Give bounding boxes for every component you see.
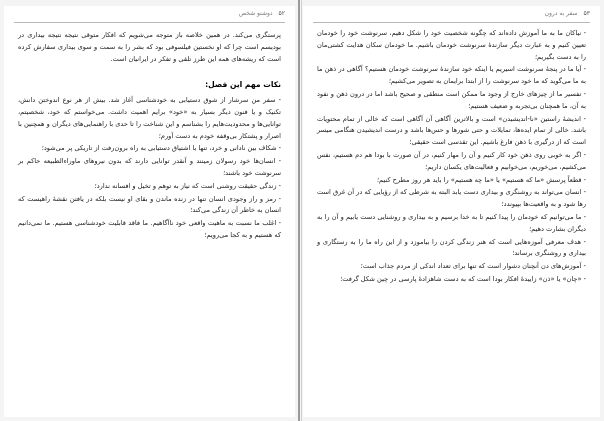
point-item: - هدف معرفی آموزه‌هایی است که هنر زندگی کردن را بیاموزد و از این راه ما را به رستگاری و بیداری و روشنگری برساند؛ [317,237,586,258]
point-item: - انسان می‌تواند به روشنگری و بیداری دست یابد البته به شرطی که از رؤیایی که در آن غرق است رها شود و به واقعیت‌ها بپیوندد؛ [317,188,586,209]
book-spine [298,0,300,421]
left-running-title: دوشنو شخص [238,10,273,17]
left-page-number: ۵۲ [278,10,285,17]
point-item: - شکاف بین نادانی و خرد، تنها با اشتیاق دستیابی به راه برون‌رفت از تاریکی پر می‌شود؛ [41,144,281,153]
point-item: - ما می‌توانیم که خودمان را پیدا کنیم تا به خدا برسیم و به بیداری و روشنایی دست یابیم و آن را به دیگران بشارت دهیم؛ [317,212,586,233]
point-item: - اگر به خوبی روی ذهن خود کار کنیم و آن را مهار کنیم، در آن صورت با بودا هم دم هستیم، نفس می‌کشیم، می‌خوریم، می‌خوابیم و فعالیت‌های یکسان داریم؛ [317,150,586,171]
right-page [303,6,600,417]
point-item: - تفسیر ما از چیزهای خارج از وجود ما ممکن است منطقی و صحیح باشد اما در درون ذهن و نفود به آن، ما همچنان بی‌تجربه و ضعیف هستیم؛ [317,89,586,110]
right-page-body [317,28,586,287]
point-item: - انسان‌ها خود رسولان زمینند و آنقدر توانایی دارند که بدون نیروهای ماوراءالطبیعه حاکم بر سرنوشت خود باشند؛ [18,157,281,177]
point-item: - نیاکان ما به ما آموزش داده‌اند که چگونه شخصیت خود را شکل دهیم، سرنوشت خود را خودمان تعیین کنیم و به عبارت دیگر سازندهٔ سرنوشت خودمان باشیم. ما خودمان سکان هدایت کشتی‌مان را به دست بگیریم؛ [317,29,586,61]
point-item: - سفر من سرشار از شوق دستیابی به خودشناسی آغاز شد. بیش از هر نوع اندوختن دانش، تکنیک و یا فنون دیگر بسیار به «خود» برایم اهمیت داشت. می‌خواستم که خود، شخصیتم، توانایی‌ها و محدودیت‌هایم را بشناسم و این شناخت را تا حدی با راهنمایی‌های دیگران و همچنین با اصرار و پشتکار بی‌وقفه خودم به دست آورم؛ [18,96,281,140]
point-item: - آیا ما در پنجهٔ سرنوشت اسیریم یا اینکه خود سازندهٔ سرنوشت خودمان هستیم؟ آگاهی در ذهن ما به ما می‌گوید که ما خود سرنوشت را از ابتدا برایمان به تصویر می‌کشیم؛ [317,65,586,86]
intro-paragraph: پرستگری می‌کند. در همین خلاصه باز متوجه می‌شویم که افکار متوقی نتیجه نتیجه بیداری در بودیسم است چرا که او نخستین فیلسوفی بود که بشر را به سمت و سوی بیداری سفارش کرده است که ریشه‌های همه این طرز تلقی و تفکر در ایرانیان است. [18,31,281,63]
left-page [4,6,295,417]
section-heading: نکات مهم این فصل: [205,80,281,90]
point-item: - اندیشهٔ راستین «نا-اندیشیدن» است و بالاترین آگاهی آن آگاهی است که خالی از تمام محتویات باشد. خالی از تمام ایده‌ها، تمایلات و حتی شورها و حس‌ها باشد و درست اندیشیدن هنگامی میسر است که از درگیری با ذهن فارغ باشیم. این تقدسی است حقیقی؛ [317,114,586,147]
right-page-header [313,10,590,23]
book-spine-shadow [301,0,302,421]
right-page-number: ۵۳ [583,10,590,17]
point-item: - رمز و راز وجودی انسان تنها در زنده ماندن و بقای او نیست بلکه در یافتن نقشهٔ راهیست که انسان به خاطر آن زندگی می‌کند؛ [18,194,281,215]
left-page-header [14,10,285,23]
right-running-title: سفر به درون [544,10,578,17]
point-item: - قطعاً پرسش «ما که هستیم» یا «ما چه هستیم» را باید هر روز مطرح کنیم؛ [376,175,586,184]
point-item: - اغلب ما نسبت به ماهیت واقعی خود ناآگاهیم. ما فاقد قابلیت خودشناسی هستیم. ما نمی‌دانیم که هستیم و به کجا می‌رویم؛ [18,219,281,239]
point-item: - آموزش‌های دن آنچنان دشوار است که تنها برای تعداد اندکی از مردم جذاب است؛ [360,262,586,271]
left-page-body [18,30,281,243]
point-item: - زندگی حقیقت روشنی است که نیاز به توهم و تخیل و افسانه ندارد؛ [94,181,281,190]
point-item: - «چان» یا «ذن» زاییدهٔ افکار بودا است که به دست شاهزادهٔ پارسی در چین شکل گرفت؛ [340,274,586,283]
